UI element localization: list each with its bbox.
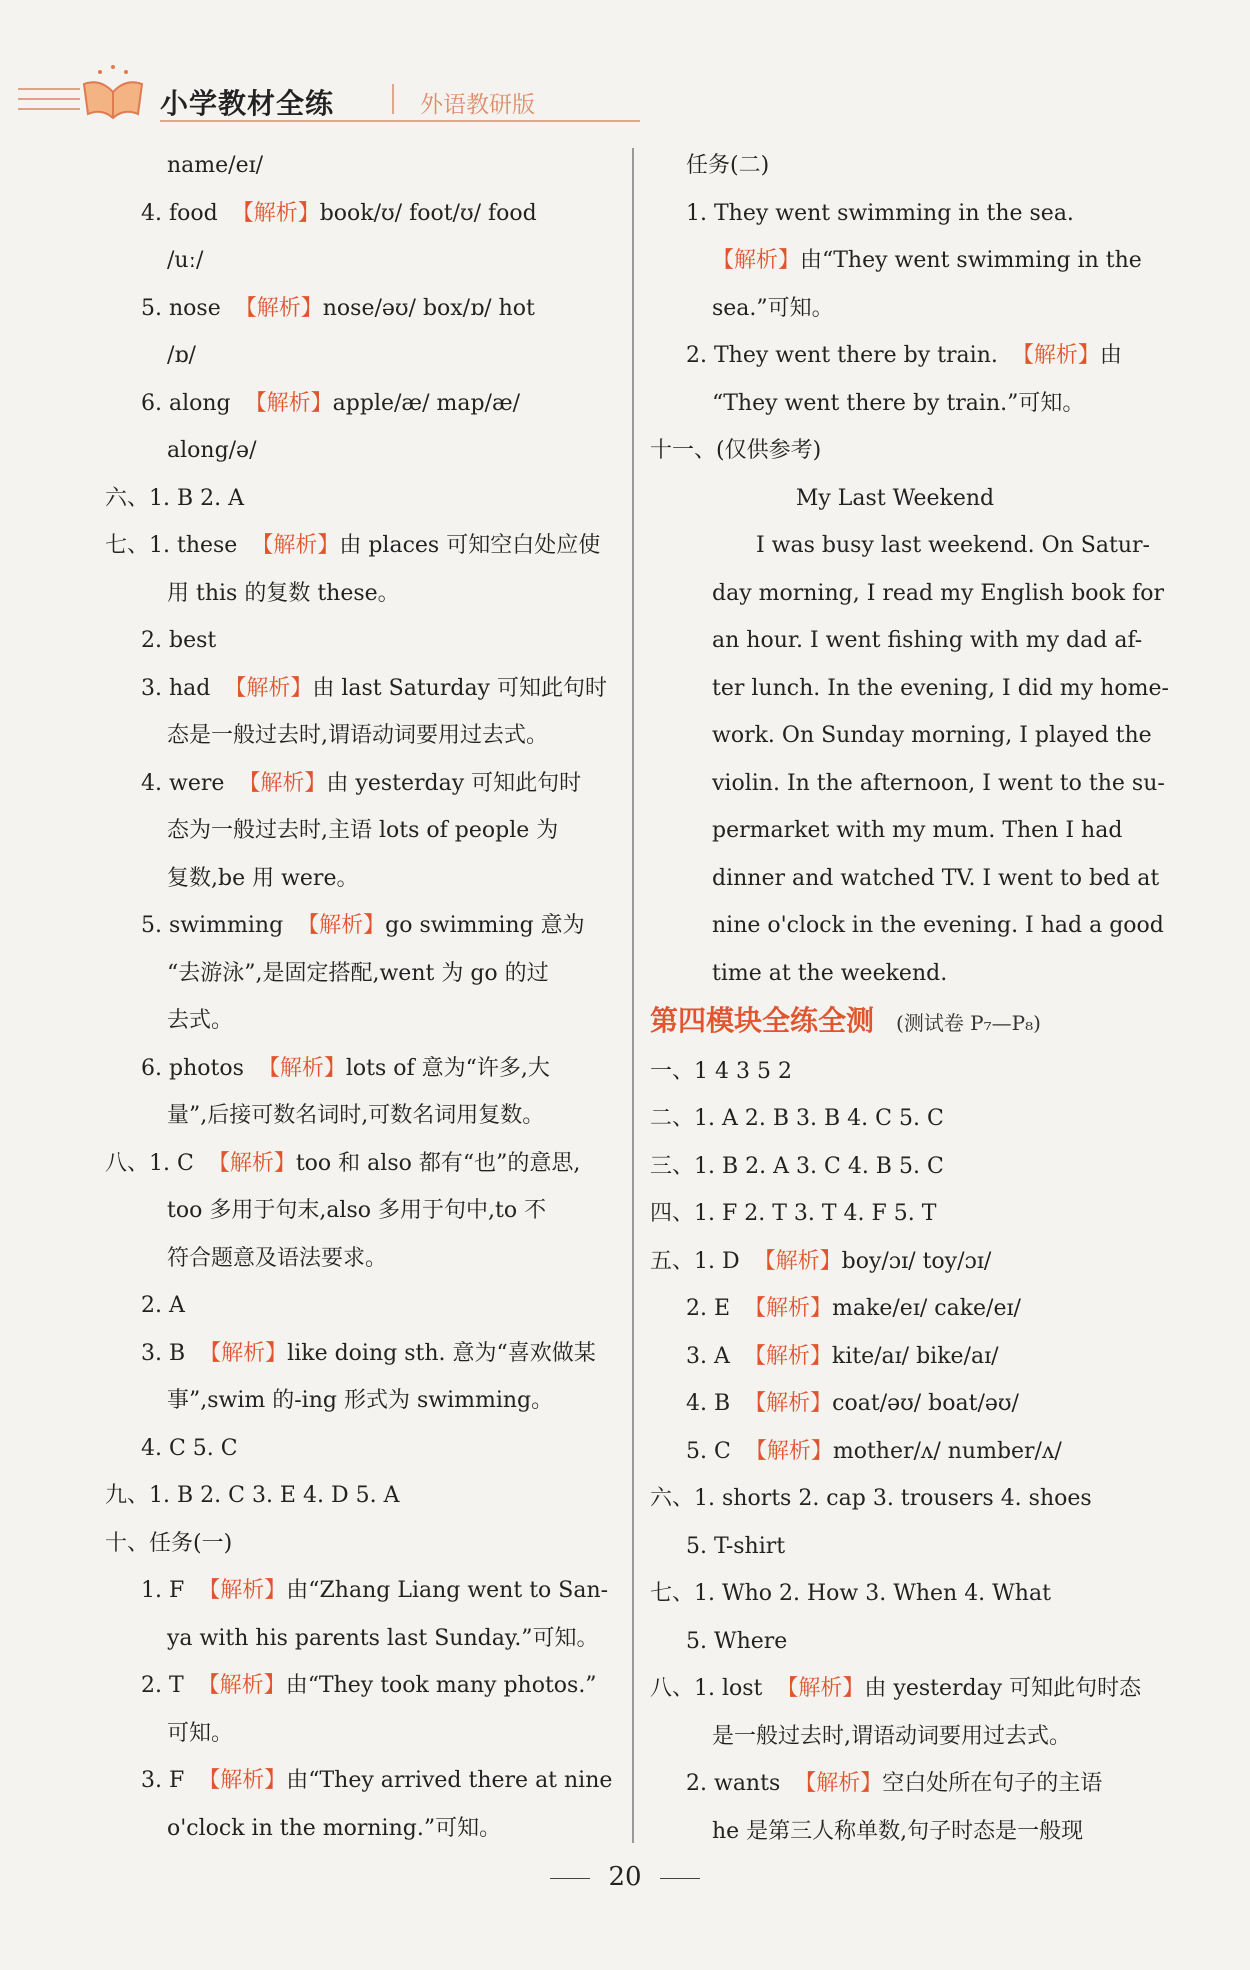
analysis-text: go swimming 意为 [385, 913, 585, 938]
analysis-text: 空白处所在句子的主语 [882, 1771, 1103, 1796]
edition-label: 外语教研版 [420, 92, 535, 118]
answer-line [650, 142, 1160, 190]
header-separator [392, 84, 394, 114]
answer-line [105, 1615, 615, 1663]
open-book-icon [78, 62, 148, 122]
analysis-text: lots of 意为“许多,大 [345, 1055, 550, 1081]
answer-line [650, 1713, 1160, 1761]
analysis-text: 由“They arrived there at nine [286, 1768, 613, 1793]
analysis-tag: 【解析】 [199, 1340, 288, 1366]
answer-line [650, 665, 1169, 713]
answer-text: 符合题意及语法要求。 [167, 1245, 388, 1271]
analysis-text: make/eɪ/ cake/eɪ/ [832, 1296, 1021, 1321]
answer-text: nine o'clock in the evening. I had a good [712, 913, 1164, 938]
answer-line [650, 1618, 1160, 1666]
answer-line [105, 1425, 615, 1473]
analysis-tag: 【解析】 [231, 200, 320, 226]
answer-line [105, 1710, 615, 1758]
analysis-tag: 【解析】 [224, 675, 313, 701]
answer-text: 任务(二) [686, 153, 770, 178]
analysis-tag: 【解析】 [743, 1343, 832, 1369]
answer-line [105, 1045, 615, 1093]
answer-text: 九、1. B 2. C 3. E 4. D 5. A [105, 1483, 400, 1508]
answer-text: 2. best [141, 628, 217, 653]
answer-text: an hour. I went fishing with my dad af- [712, 628, 1143, 653]
answer-text: 2. A [141, 1293, 185, 1318]
analysis-tag: 【解析】 [251, 533, 340, 558]
answer-line [105, 1282, 615, 1330]
answer-text: day morning, I read my English book for [712, 580, 1165, 606]
answer-text: he 是第三人称单数,句子时态是一般现 [712, 1818, 1084, 1844]
analysis-tag: 【解析】 [197, 1673, 286, 1698]
answer-line [105, 950, 615, 998]
answer-line [650, 1760, 1160, 1808]
answer-text: I was busy last weekend. On Satur- [756, 533, 1150, 558]
answer-line [105, 855, 615, 903]
analysis-tag: 【解析】 [234, 295, 323, 321]
answer-text: 是一般过去时,谓语动词要用过去式。 [712, 1723, 1071, 1749]
answer-line [105, 1140, 615, 1188]
page-number-dash [550, 1878, 590, 1879]
analysis-text: 由 yesterday 可知此句时 [326, 770, 582, 796]
answer-text: 5. swimming [141, 913, 284, 938]
answer-text: work. On Sunday morning, I played the [712, 723, 1152, 748]
analysis-tag: 【解析】 [744, 1438, 833, 1464]
answer-text: /ɒ/ [167, 343, 196, 368]
answer-text: 1. They went swimming in the sea. [686, 200, 1074, 226]
answer-text: o'clock in the morning.”可知。 [167, 1815, 502, 1841]
answer-line [650, 332, 1160, 380]
answer-line [105, 807, 615, 855]
answer-text: 二、1. A 2. B 3. B 4. C 5. C [650, 1106, 944, 1131]
answer-line [650, 950, 1160, 998]
answer-line [650, 1333, 1160, 1381]
right-column [650, 142, 1169, 1855]
analysis-text: like doing sth. 意为“喜欢做某 [287, 1340, 596, 1366]
answer-line [650, 902, 1164, 950]
analysis-text: coat/əʊ/ boat/əʊ/ [832, 1391, 1019, 1416]
answer-text: 用 this 的复数 these。 [167, 580, 400, 606]
answer-text: 去式。 [167, 1008, 234, 1033]
answer-line [650, 1428, 1160, 1476]
answer-text: 1. F [141, 1578, 185, 1603]
answer-text: 4. C 5. C [141, 1435, 238, 1461]
analysis-text: too 和 also 都有“也”的意思, [295, 1150, 581, 1176]
analysis-tag: 【解析】 [1011, 343, 1100, 368]
analysis-tag: 【解析】 [238, 770, 327, 796]
page-number-area [0, 1862, 1250, 1892]
analysis-text: nose/əʊ/ box/ɒ/ hot [322, 295, 535, 321]
answer-text: 八、1. C [105, 1150, 194, 1176]
answer-text: 6. along [141, 390, 231, 416]
answer-line [105, 1757, 615, 1805]
answer-text: 4. were [141, 770, 225, 796]
header-decoration-lines [18, 88, 80, 118]
answer-line [650, 997, 1160, 1048]
module-title: 第四模块全练全测 [650, 1004, 875, 1037]
answer-line [650, 380, 1160, 428]
answer-line [105, 712, 615, 760]
analysis-text: book/ʊ/ foot/ʊ/ food [319, 200, 537, 226]
answer-text: ya with his parents last Sunday.”可知。 [167, 1625, 599, 1651]
answer-line [650, 760, 1165, 808]
answer-line [650, 1570, 1160, 1618]
answer-text: 四、1. F 2. T 3. T 4. F 5. T [650, 1201, 937, 1226]
answer-text: 七、1. Who 2. How 3. When 4. What [650, 1581, 1051, 1606]
answer-line [105, 1377, 615, 1425]
answer-text: 态是一般过去时,谓语动词要用过去式。 [167, 723, 548, 748]
answer-line [650, 1523, 1160, 1571]
answer-line [650, 522, 1160, 570]
answer-line [650, 617, 1160, 665]
answer-text: 4. B [686, 1391, 731, 1416]
answer-text: 5. nose [141, 295, 221, 321]
analysis-text: boy/ɔɪ/ toy/ɔɪ/ [841, 1248, 992, 1274]
analysis-tag: 【解析】 [794, 1771, 883, 1796]
answer-line [105, 142, 615, 190]
answer-line [650, 285, 1160, 333]
answer-text: 4. food [141, 200, 218, 226]
analysis-text: 由“Zhang Liang went to San- [286, 1578, 609, 1603]
answer-line [650, 1380, 1160, 1428]
analysis-text: 由 last Saturday 可知此句时 [312, 675, 607, 701]
answer-text: sea.”可知。 [712, 295, 834, 321]
answer-text: 5. T-shirt [686, 1533, 786, 1559]
answer-line [105, 1662, 615, 1710]
answer-line [650, 427, 1160, 475]
analysis-text: 由 yesterday 可知此句时态 [864, 1676, 1142, 1701]
answer-text: /uː/ [167, 248, 204, 273]
answer-line [105, 1472, 615, 1520]
answer-line [105, 522, 615, 570]
answer-line [105, 475, 615, 523]
answer-line [650, 855, 1160, 903]
analysis-tag: 【解析】 [776, 1676, 865, 1701]
analysis-text: 由“They took many photos.” [285, 1673, 597, 1698]
analysis-text: 由“They went swimming in the [800, 248, 1142, 273]
answer-line [650, 1190, 1160, 1238]
page-number-dash [660, 1878, 700, 1879]
answer-line [105, 237, 615, 285]
answer-line [650, 1238, 1160, 1286]
answer-text: 复数,be 用 were。 [167, 865, 359, 891]
answer-line [105, 380, 615, 428]
analysis-tag: 【解析】 [297, 913, 386, 938]
answer-line [105, 1567, 615, 1615]
answer-line [650, 1048, 1160, 1096]
answer-line [650, 1285, 1160, 1333]
analysis-text: apple/æ/ map/æ/ [332, 390, 521, 416]
answer-text: 2. T [141, 1673, 184, 1698]
answer-line [105, 1805, 615, 1853]
module-note: (测试卷 P₇—P₈) [896, 1011, 1041, 1035]
answer-text: 3. A [686, 1343, 730, 1369]
answer-line [650, 1665, 1160, 1713]
analysis-tag: 【解析】 [744, 1296, 833, 1321]
answer-line [105, 1330, 615, 1378]
answer-line [105, 1235, 615, 1283]
answer-line [650, 475, 1160, 523]
answer-line [105, 617, 615, 665]
answer-line [650, 807, 1160, 855]
answer-text: 6. photos [141, 1055, 244, 1081]
answer-text: permarket with my mum. Then I had [712, 818, 1123, 843]
answer-line [650, 1475, 1160, 1523]
answer-line [105, 570, 615, 618]
answer-text: ter lunch. In the evening, I did my home- [712, 675, 1169, 701]
answer-line [105, 1092, 615, 1140]
answer-line [650, 190, 1160, 238]
answer-line [105, 427, 615, 475]
analysis-text: 由 [1099, 343, 1122, 368]
answer-text: 可知。 [167, 1720, 234, 1746]
answer-text: 八、1. lost [650, 1676, 763, 1701]
answer-text: dinner and watched TV. I went to bed at [712, 865, 1160, 891]
answer-text: violin. In the afternoon, I went to the su- [712, 770, 1165, 796]
answer-text: 七、1. these [105, 533, 238, 558]
column-divider [632, 148, 634, 1843]
answer-line [105, 1520, 615, 1568]
answer-text: 5. C [686, 1438, 731, 1464]
answer-line [105, 902, 615, 950]
answer-text: 三、1. B 2. A 3. C 4. B 5. C [650, 1153, 944, 1179]
answer-line [105, 1187, 615, 1235]
answer-line [650, 237, 1160, 285]
answer-line [650, 570, 1165, 618]
analysis-tag: 【解析】 [207, 1150, 296, 1176]
book-title: 小学教材全练 [160, 87, 335, 120]
answer-line [105, 190, 615, 238]
answer-text: time at the weekend. [712, 960, 948, 986]
answer-line [105, 997, 615, 1045]
analysis-tag: 【解析】 [744, 1391, 833, 1416]
answer-text: 5. Where [686, 1628, 788, 1654]
analysis-tag: 【解析】 [198, 1578, 287, 1603]
analysis-tag: 【解析】 [198, 1768, 287, 1793]
answer-line [650, 1808, 1160, 1856]
answer-line [105, 285, 615, 333]
answer-text: too 多用于句末,also 多用于句中,to 不 [167, 1198, 547, 1223]
analysis-tag: 【解析】 [753, 1248, 842, 1274]
answer-text: My Last Weekend [795, 485, 995, 511]
answer-text: 五、1. D [650, 1248, 740, 1274]
analysis-tag: 【解析】 [257, 1055, 346, 1081]
analysis-tag: 【解析】 [712, 248, 801, 273]
answer-text: 量”,后接可数名词时,可数名词用复数。 [167, 1103, 545, 1128]
answer-text: 态为一般过去时,主语 lots of people 为 [167, 818, 559, 843]
answer-text: 一、1 4 3 5 2 [650, 1058, 792, 1084]
answer-text: 十、任务(一) [105, 1530, 233, 1556]
analysis-text: kite/aɪ/ bike/aɪ/ [831, 1343, 999, 1369]
answer-line [650, 712, 1160, 760]
analysis-tag: 【解析】 [244, 390, 333, 416]
answer-line [650, 1095, 1160, 1143]
answer-line [105, 760, 615, 808]
answer-text: “去游泳”,是固定搭配,went 为 go 的过 [167, 960, 549, 986]
analysis-text: mother/ʌ/ number/ʌ/ [832, 1438, 1062, 1464]
answer-text: along/ə/ [167, 438, 257, 463]
answer-text: 3. F [141, 1768, 185, 1793]
answer-line [650, 1143, 1160, 1191]
page-number: 20 [608, 1862, 642, 1892]
answer-text: “They went there by train.”可知。 [712, 390, 1085, 416]
answer-line [105, 665, 615, 713]
answer-text: 六、1. shorts 2. cap 3. trousers 4. shoes [650, 1486, 1092, 1511]
answer-text: 3. B [141, 1340, 186, 1366]
page-header [0, 0, 1250, 130]
header-underline [160, 120, 640, 122]
answer-text: 事”,swim 的-ing 形式为 swimming。 [167, 1388, 554, 1413]
answer-text: 六、1. B 2. A [105, 485, 245, 511]
answer-text: 2. E [686, 1296, 731, 1321]
left-column [105, 142, 615, 1852]
answer-line [105, 332, 615, 380]
answer-text: 十一、(仅供参考) [650, 438, 822, 463]
answer-text: 3. had [141, 675, 211, 701]
analysis-text: 由 places 可知空白处应使 [339, 533, 601, 558]
answer-text: name/eɪ/ [167, 153, 264, 178]
answer-text: 2. They went there by train. [686, 343, 998, 368]
answer-text: 2. wants [686, 1771, 781, 1796]
